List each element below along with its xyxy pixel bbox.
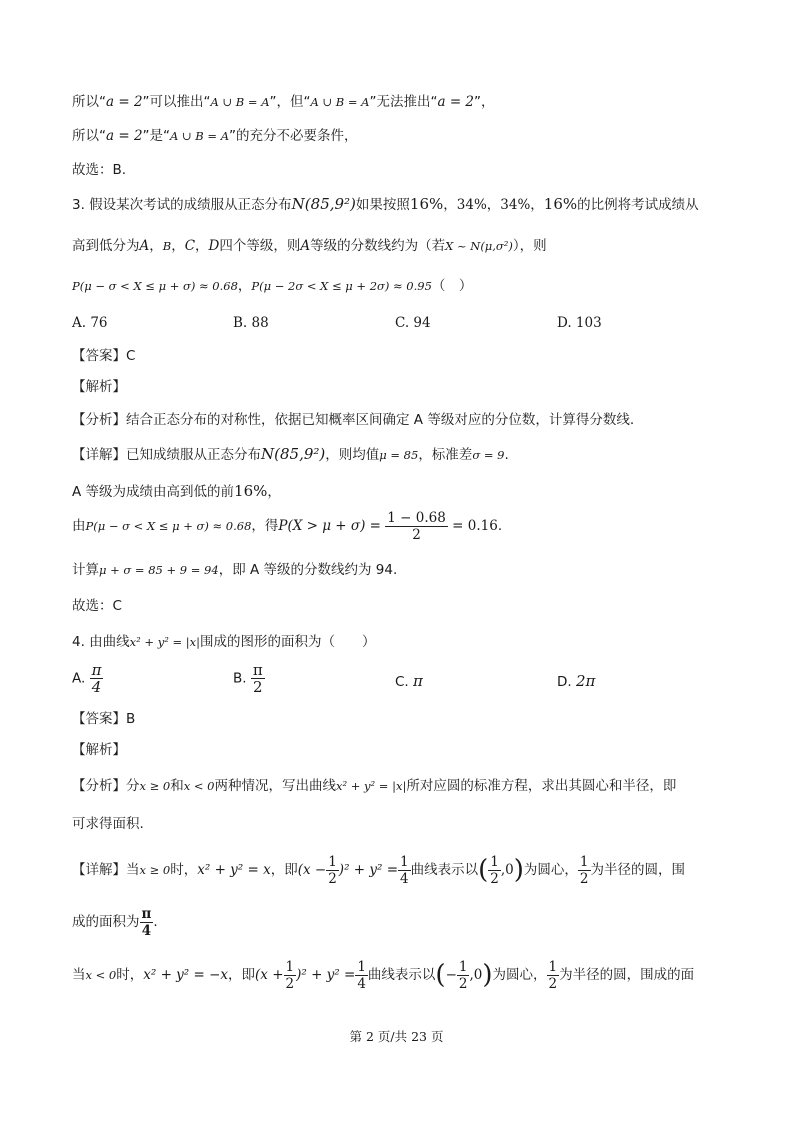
q4-detail-3 (72, 955, 753, 995)
fraction (326, 854, 339, 887)
math-cond: x < 0 (183, 779, 215, 793)
math-union: A ∪ B = A (210, 95, 270, 109)
q4-option-c (395, 672, 423, 690)
fraction (457, 959, 470, 992)
fraction (547, 959, 560, 992)
grade-b: B (162, 239, 172, 253)
numerator: 1 (400, 853, 409, 870)
numerator: 1 − 0.68 (387, 509, 446, 526)
math-prob-one-sigma: P(μ − σ < X ≤ μ + σ) ≈ 0.68 (72, 279, 238, 293)
q3-stem-line-1 (72, 194, 753, 215)
numerator: π (141, 905, 152, 922)
math-result: = 0.16 (452, 518, 498, 534)
text: 为半径的圆，围成的面 (559, 967, 695, 983)
numerator: 1 (548, 958, 558, 975)
q3-detail-2 (72, 481, 753, 502)
math-coord: ,0 (469, 967, 483, 983)
math-equation: x² + y² = x (197, 862, 271, 878)
text: 【详解】当 (72, 862, 140, 878)
text: 两种情况，写出曲线 (214, 778, 336, 794)
option-label: A. (72, 670, 86, 687)
separator: ， (486, 197, 501, 213)
fraction (251, 662, 265, 695)
separator: ， (443, 197, 457, 213)
fraction (488, 854, 501, 887)
percent: 16% (543, 195, 578, 213)
text: ，即 (270, 862, 298, 878)
q3-option-a: A. 76 (72, 315, 108, 331)
paren-right: ) (513, 855, 524, 885)
text: 曲线表示以 (410, 862, 479, 878)
separator: ， (195, 238, 209, 254)
text-line-2 (72, 126, 753, 146)
text: 围成的图形的面积为（ ） (200, 634, 376, 650)
text: ”无法推出“ (369, 94, 438, 110)
math-paren: )² + y² = (296, 967, 356, 983)
denominator: 2 (253, 678, 263, 696)
q3-stem-line-2 (72, 236, 753, 256)
text: 4. 由曲线 (72, 634, 130, 650)
text: 为半径的圆，围 (590, 862, 685, 878)
option-label: C. (395, 674, 409, 690)
math-2pi: 2π (575, 672, 596, 690)
math-a-eq-2: a = 2 (437, 94, 475, 110)
text: 【分析】分 (72, 778, 140, 794)
q3-detail-1 (72, 444, 753, 465)
math-curve: x² + y² = |x| (129, 635, 201, 649)
text: ，得 (251, 518, 279, 534)
denominator: 4 (90, 678, 104, 695)
text: ，标准差 (418, 447, 473, 463)
text: 【详解】已知成绩服从正态分布 (72, 447, 261, 463)
denominator: 2 (548, 975, 558, 992)
denominator: 4 (141, 922, 152, 939)
separator: ， (171, 238, 185, 254)
minus-sign: − (445, 967, 457, 983)
denominator: 4 (357, 975, 366, 992)
fraction (578, 854, 591, 887)
math-prob-one-sigma: P(μ − σ < X ≤ μ + σ) ≈ 0.68 (85, 519, 252, 533)
numerator: 1 (490, 853, 499, 870)
text: 高到低分为 (72, 238, 140, 254)
q4-stem (72, 632, 753, 652)
q4-detail-2 (72, 904, 753, 940)
q4-option-d (557, 672, 595, 690)
option-label: D. (557, 674, 572, 690)
percent: 16% (234, 482, 268, 500)
separator: ， (149, 238, 163, 254)
math-coord: ,0 (500, 862, 514, 878)
numerator: 1 (357, 958, 366, 975)
choice-b-line: 故选：B. (72, 162, 127, 178)
denominator: 2 (285, 975, 295, 992)
text: . (504, 447, 509, 463)
q3-option-b: B. 88 (233, 315, 269, 331)
math-prob-upper: P(X > μ + σ) = (278, 518, 381, 534)
q3-answer: 【答案】C (72, 348, 136, 364)
text: 和 (170, 778, 184, 794)
math-cond: x ≥ 0 (139, 863, 171, 877)
text: 计算 (72, 562, 99, 578)
text: 所对应圆的标准方程，求出其圆心和半径，即 (406, 778, 677, 794)
grade-c: C (184, 238, 196, 254)
text: ”是“ (142, 128, 171, 144)
grade-a: A (300, 238, 311, 254)
separator: ， (237, 278, 252, 294)
fraction (90, 662, 104, 695)
text: A 等级为成绩由高到低的前 (72, 484, 235, 500)
text: ”， (474, 94, 495, 110)
text: 所以“ (72, 94, 106, 110)
text: 等级的分数线约为（若 (310, 238, 446, 254)
text: ， (267, 484, 281, 500)
answer-blank: （ ） (431, 278, 473, 294)
fraction (385, 510, 448, 543)
math-paren: (x − (297, 862, 327, 878)
q3-detail-4 (72, 560, 753, 580)
text: ”的充分不必要条件， (229, 128, 358, 144)
text: 如果按照 (355, 197, 410, 213)
numerator: 1 (458, 958, 468, 975)
text: 由 (72, 518, 86, 534)
text: ，则均值 (325, 447, 380, 463)
math-mu: μ = 85 (379, 448, 419, 462)
separator: ， (530, 197, 544, 213)
denominator: 2 (579, 870, 589, 887)
text: . (153, 914, 158, 930)
page-footer: 第 2 页/共 23 页 (349, 1029, 444, 1044)
numerator: 1 (579, 853, 589, 870)
numerator: π (91, 661, 102, 679)
text: 成的面积为 (72, 914, 140, 930)
math-pi: π (413, 672, 423, 690)
fraction (355, 959, 368, 992)
fraction (284, 959, 297, 992)
math-equation: x² + y² = −x (143, 967, 229, 983)
q3-analysis: 【分析】结合正态分布的对称性，依据已知概率区间确定 A 等级对应的分位数，计算得分数线. (72, 412, 635, 428)
math-union: A ∪ B = A (170, 129, 230, 143)
percent: 34% (456, 197, 487, 213)
math-calc: μ + σ = 85 + 9 = 94 (99, 563, 219, 577)
denominator: 2 (328, 870, 337, 887)
math-curve: x² + y² = |x| (336, 779, 407, 793)
q4-answer: 【答案】B (72, 711, 136, 727)
percent: 34% (500, 197, 531, 213)
fraction (398, 854, 411, 887)
math-a-eq-2: a = 2 (106, 128, 143, 144)
q3-choose: 故选：C (72, 598, 122, 614)
text: ”，但“ (269, 94, 311, 110)
denominator: 2 (490, 870, 499, 887)
q4-analysis-2: 可求得面积. (72, 816, 144, 832)
text: 时， (170, 862, 198, 878)
math-normal-dist: N(85,9²) (261, 445, 326, 463)
text: 所以“ (72, 128, 106, 144)
paren-left: ( (478, 855, 489, 885)
q4-detail-1 (72, 850, 753, 890)
text: 为圆心， (492, 967, 547, 983)
math-a-eq-2: a = 2 (106, 94, 143, 110)
math-x-normal: X ~ N(μ,σ²) (445, 239, 513, 253)
paren-left: ( (435, 960, 446, 990)
text: 3. 假设某次考试的成绩服从正态分布 (72, 197, 292, 213)
text: 的比例将考试成绩从 (577, 197, 699, 213)
numerator: π (252, 661, 263, 679)
q3-detail-3 (72, 508, 753, 544)
text: ，即 A 等级的分数线约为 94. (218, 562, 398, 578)
text: ，即 (228, 967, 256, 983)
denominator: 4 (400, 870, 409, 887)
math-cond: x < 0 (85, 968, 117, 982)
percent: 16% (409, 195, 444, 213)
math-paren: )² + y² = (338, 862, 399, 878)
text: 四个等级，则 (219, 238, 301, 254)
text: ”可以推出“ (142, 94, 211, 110)
text: ），则 (512, 238, 547, 254)
math-prob-two-sigma: P(μ − 2σ < X ≤ μ + 2σ) ≈ 0.95 (251, 279, 432, 293)
denominator: 2 (412, 526, 421, 543)
math-sigma: σ = 9 (472, 448, 505, 462)
text: 曲线表示以 (367, 967, 436, 983)
q3-jiexi-label: 【解析】 (72, 379, 126, 395)
paren-right: ) (482, 960, 493, 990)
q3-stem-line-3 (72, 276, 753, 296)
denominator: 2 (458, 975, 468, 992)
text: . (497, 518, 503, 534)
q4-analysis-1 (72, 776, 753, 796)
fraction (140, 906, 154, 939)
numerator: 1 (285, 958, 295, 975)
math-paren: (x + (255, 967, 284, 983)
text: 当 (72, 967, 86, 983)
q3-option-d: D. 103 (557, 315, 602, 331)
q4-option-b (233, 662, 265, 695)
math-normal-dist: N(85,9²) (291, 195, 356, 213)
text-line-1 (72, 92, 753, 112)
math-union: A ∪ B = A (310, 95, 370, 109)
numerator: 1 (328, 853, 337, 870)
q3-option-c: C. 94 (395, 315, 431, 331)
grade-a: A (139, 238, 150, 254)
q4-option-a (72, 662, 103, 695)
option-label: B. (233, 670, 247, 687)
q4-jiexi-label: 【解析】 (72, 742, 126, 758)
math-cond: x ≥ 0 (139, 779, 171, 793)
grade-d: D (208, 238, 220, 254)
text: 时， (116, 967, 144, 983)
text: 为圆心， (523, 862, 578, 878)
